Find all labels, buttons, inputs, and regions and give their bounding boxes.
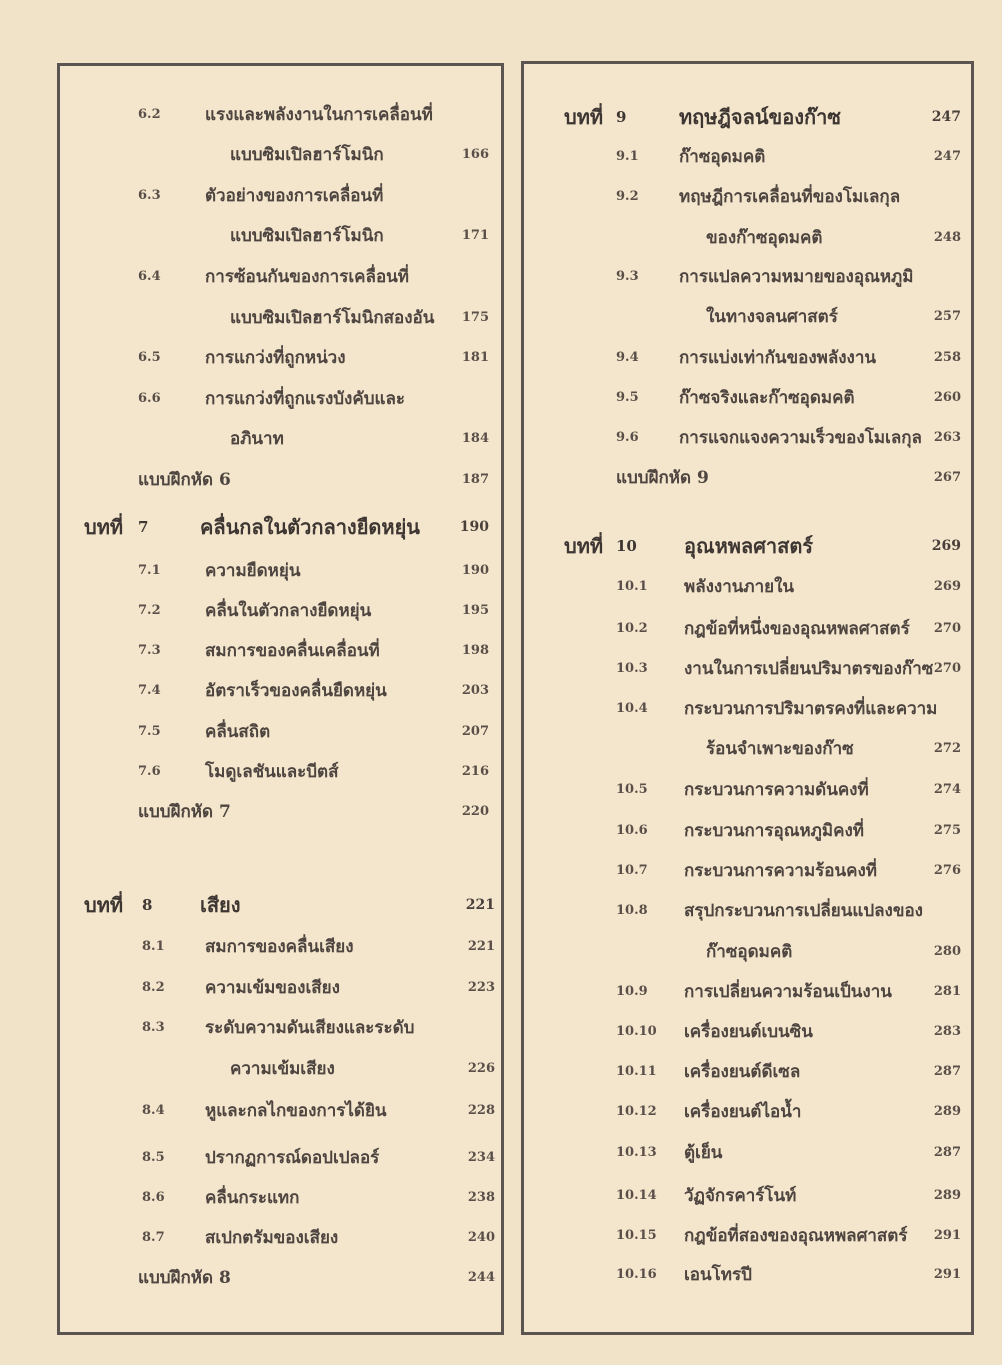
- section-title: แบบซิมเปิลฮาร์โมนิกสองอัน: [230, 308, 435, 328]
- section-title: กฎข้อที่หนึ่งของอุณหพลศาสตร์: [684, 619, 910, 639]
- section-number: 9.5: [616, 390, 639, 405]
- section-number: 9.1: [616, 149, 639, 164]
- page-number: 216: [461, 764, 489, 779]
- chapter-number: 7: [138, 518, 149, 536]
- page-number: 181: [461, 350, 489, 365]
- section-number: 10.3: [616, 661, 648, 676]
- page-number: 272: [933, 741, 961, 756]
- section-number: 9.2: [616, 189, 639, 204]
- chapter-page: 190: [459, 519, 489, 535]
- page-number: 226: [467, 1061, 495, 1076]
- section-title: ตัวอย่างของการเคลื่อนที่: [205, 186, 384, 206]
- section-number: 8.2: [142, 980, 165, 995]
- toc-entry: [524, 423, 971, 453]
- page-number: 276: [933, 863, 961, 878]
- page-number: 223: [467, 980, 495, 995]
- section-number: 10.13: [616, 1145, 657, 1160]
- page-number: 187: [461, 472, 489, 487]
- toc-entry: [524, 142, 971, 172]
- chapter-title: เสียง: [200, 893, 241, 917]
- section-title: กฎข้อที่สองของอุณหพลศาสตร์: [684, 1226, 908, 1246]
- chapter-label: บทที่: [564, 534, 604, 558]
- section-title: พลังงานภายใน: [684, 577, 795, 597]
- toc-entry: [524, 896, 971, 926]
- section-number: 10.10: [616, 1024, 657, 1039]
- section-title: กระบวนการความร้อนคงที่: [684, 861, 877, 881]
- section-number: 8.6: [142, 1190, 165, 1205]
- chapter-page: 247: [931, 109, 961, 125]
- section-number: 8.1: [142, 939, 165, 954]
- section-number: 8.4: [142, 1103, 165, 1118]
- page-number: 257: [933, 309, 961, 324]
- page-number: 171: [461, 228, 489, 243]
- page-number: 287: [933, 1145, 961, 1160]
- toc-entry: [524, 223, 971, 253]
- chapter-heading-8: [60, 890, 501, 920]
- chapter-label: บทที่: [84, 893, 124, 917]
- section-title: ร้อนจำเพาะของก๊าซ: [706, 739, 854, 759]
- page-number: 274: [933, 782, 961, 797]
- chapter-heading-10: [524, 531, 971, 561]
- exercise-title: แบบฝึกหัด 6: [138, 470, 231, 490]
- section-title: วัฏจักรคาร์โนท์: [684, 1186, 797, 1206]
- section-number: 7.1: [138, 563, 161, 578]
- section-title: งานในการเปลี่ยนปริมาตรของก๊าซ: [684, 659, 934, 679]
- section-title: คลื่นในตัวกลางยืดหยุ่น: [205, 601, 372, 621]
- section-number: 10.4: [616, 701, 648, 716]
- section-title: สเปกตรัมของเสียง: [205, 1228, 339, 1248]
- toc-entry: [60, 636, 501, 666]
- toc-entry: [524, 816, 971, 846]
- section-number: 7.3: [138, 643, 161, 658]
- toc-entry: [524, 654, 971, 684]
- section-title: ในทางจลนศาสตร์: [706, 307, 838, 327]
- toc-entry: [60, 932, 501, 962]
- toc-entry: [524, 262, 971, 292]
- page-number: 238: [467, 1190, 495, 1205]
- toc-exercise: [524, 463, 971, 493]
- section-number: 10.6: [616, 823, 648, 838]
- page-number: 267: [933, 470, 961, 485]
- page-number: 248: [933, 230, 961, 245]
- chapter-number: 10: [616, 537, 637, 555]
- section-title: คลื่นสถิต: [205, 722, 271, 742]
- toc-entry: [524, 343, 971, 373]
- section-title: แบบซิมเปิลฮาร์โมนิก: [230, 145, 384, 165]
- toc-exercise: [60, 1263, 501, 1293]
- toc-entry: [524, 572, 971, 602]
- page-number: 207: [461, 724, 489, 739]
- section-title: การซ้อนกันของการเคลื่อนที่: [205, 267, 409, 287]
- exercise-title: แบบฝึกหัด 7: [138, 802, 231, 822]
- toc-entry: [60, 140, 501, 170]
- section-number: 8.3: [142, 1020, 165, 1035]
- section-title: โมดูเลชันและบีตส์: [205, 762, 339, 782]
- section-number: 7.5: [138, 724, 161, 739]
- toc-entry: [60, 262, 501, 292]
- section-number: 6.4: [138, 269, 161, 284]
- page-number: 244: [467, 1270, 495, 1285]
- toc-entry: [524, 1260, 971, 1290]
- toc-entry: [60, 221, 501, 251]
- page-number: 190: [461, 563, 489, 578]
- toc-entry: [524, 383, 971, 413]
- page-number: 281: [933, 984, 961, 999]
- section-title: อัตราเร็วของคลื่นยืดหยุ่น: [205, 681, 387, 701]
- page-number: 270: [933, 621, 961, 636]
- section-number: 10.2: [616, 621, 648, 636]
- section-number: 6.6: [138, 391, 161, 406]
- section-title: ระดับความดันเสียงและระดับ: [205, 1018, 415, 1038]
- page-number: 287: [933, 1064, 961, 1079]
- toc-entry: [60, 343, 501, 373]
- section-title: ก๊าซอุดมคติ: [706, 942, 793, 962]
- page-number: 198: [461, 643, 489, 658]
- section-number: 7.6: [138, 764, 161, 779]
- toc-entry: [60, 1013, 501, 1043]
- toc-entry: [524, 1017, 971, 1047]
- section-number: 10.14: [616, 1188, 657, 1203]
- section-number: 9.4: [616, 350, 639, 365]
- chapter-page: 221: [465, 897, 495, 913]
- section-number: 10.1: [616, 579, 648, 594]
- toc-entry: [60, 556, 501, 586]
- toc-entry: [524, 1181, 971, 1211]
- page-number: 269: [933, 579, 961, 594]
- section-number: 10.7: [616, 863, 648, 878]
- toc-exercise: [60, 465, 501, 495]
- section-title: การแกว่งที่ถูกแรงบังคับและ: [205, 389, 406, 409]
- section-title: เครื่องยนต์เบนซิน: [684, 1022, 813, 1042]
- toc-entry: [60, 676, 501, 706]
- toc-entry: [524, 1097, 971, 1127]
- section-title: กระบวนการปริมาตรคงที่และความ: [684, 699, 938, 719]
- toc-entry: [60, 181, 501, 211]
- section-title: ก๊าซจริงและก๊าซอุดมคติ: [679, 388, 855, 408]
- section-title: สมการของคลื่นเสียง: [205, 937, 354, 957]
- toc-entry: [60, 303, 501, 333]
- section-number: 7.2: [138, 603, 161, 618]
- section-title: ความยืดหยุ่น: [205, 561, 301, 581]
- toc-entry: [524, 1057, 971, 1087]
- section-title: ความเข้มเสียง: [230, 1059, 335, 1079]
- toc-entry: [524, 937, 971, 967]
- chapter-page: 269: [931, 538, 961, 554]
- page-number: 263: [933, 430, 961, 445]
- toc-entry: [60, 1096, 501, 1126]
- section-title: กระบวนการความดันคงที่: [684, 780, 869, 800]
- page-number: 280: [933, 944, 961, 959]
- toc-entry: [60, 973, 501, 1003]
- toc-entry: [60, 100, 501, 130]
- section-title: ตู้เย็น: [684, 1143, 723, 1163]
- toc-entry: [524, 614, 971, 644]
- section-title: การแบ่งเท่ากันของพลังงาน: [679, 348, 877, 368]
- section-number: 10.16: [616, 1267, 657, 1282]
- toc-entry: [524, 856, 971, 886]
- toc-entry: [524, 775, 971, 805]
- page-number: 203: [461, 683, 489, 698]
- exercise-title: แบบฝึกหัด 8: [138, 1268, 231, 1288]
- page-number: 228: [467, 1103, 495, 1118]
- toc-entry: [524, 182, 971, 212]
- page-number: 184: [461, 431, 489, 446]
- chapter-title: ทฤษฎีจลน์ของก๊าซ: [679, 105, 841, 129]
- section-title: ของก๊าซอุดมคติ: [706, 228, 823, 248]
- section-number: 6.3: [138, 188, 161, 203]
- section-title: สรุปกระบวนการเปลี่ยนแปลงของ: [684, 901, 923, 921]
- section-title: การแจกแจงความเร็วของโมเลกุล: [679, 428, 922, 448]
- page-number: 291: [933, 1228, 961, 1243]
- section-title: แรงและพลังงานในการเคลื่อนที่: [205, 105, 433, 125]
- toc-entry: [60, 1223, 501, 1253]
- toc-left-panel: [57, 63, 504, 1335]
- section-number: 6.5: [138, 350, 161, 365]
- toc-exercise: [60, 797, 501, 827]
- page-number: 247: [933, 149, 961, 164]
- toc-entry: [524, 734, 971, 764]
- section-number: 6.2: [138, 107, 161, 122]
- section-title: อภินาท: [230, 429, 284, 449]
- section-title: ความเข้มของเสียง: [205, 978, 340, 998]
- section-title: ก๊าซอุดมคติ: [679, 147, 766, 167]
- section-number: 10.5: [616, 782, 648, 797]
- page-number: 240: [467, 1230, 495, 1245]
- section-title: กระบวนการอุณหภูมิคงที่: [684, 821, 864, 841]
- exercise-title: แบบฝึกหัด 9: [616, 468, 709, 488]
- page-number: 289: [933, 1188, 961, 1203]
- toc-entry: [524, 694, 971, 724]
- section-number: 10.15: [616, 1228, 657, 1243]
- page-number: 283: [933, 1024, 961, 1039]
- section-number: 10.11: [616, 1064, 657, 1079]
- chapter-label: บทที่: [564, 105, 604, 129]
- section-title: หูและกลไกของการได้ยิน: [205, 1101, 387, 1121]
- toc-entry: [524, 302, 971, 332]
- page-number: 291: [933, 1267, 961, 1282]
- section-title: ทฤษฎีการเคลื่อนที่ของโมเลกุล: [679, 187, 901, 207]
- section-number: 7.4: [138, 683, 161, 698]
- section-title: การแกว่งที่ถูกหน่วง: [205, 348, 346, 368]
- section-title: สมการของคลื่นเคลื่อนที่: [205, 641, 380, 661]
- page-number: 270: [933, 661, 961, 676]
- chapter-heading-7: [60, 512, 501, 542]
- toc-entry: [60, 1054, 501, 1084]
- toc-entry: [524, 1138, 971, 1168]
- chapter-title: อุณหพลศาสตร์: [684, 534, 814, 558]
- toc-entry: [60, 757, 501, 787]
- chapter-title: คลื่นกลในตัวกลางยืดหยุ่น: [200, 515, 420, 539]
- section-number: 10.12: [616, 1104, 657, 1119]
- page-number: 220: [461, 804, 489, 819]
- section-title: การแปลความหมายของอุณหภูมิ: [679, 267, 914, 287]
- section-number: 9.6: [616, 430, 639, 445]
- toc-entry: [60, 424, 501, 454]
- section-title: เครื่องยนต์ไอน้ำ: [684, 1102, 802, 1122]
- page-number: 234: [467, 1150, 495, 1165]
- toc-right-panel: [521, 61, 974, 1335]
- page-number: 166: [461, 147, 489, 162]
- section-title: เครื่องยนต์ดีเซล: [684, 1062, 801, 1082]
- section-title: คลื่นกระแทก: [205, 1188, 300, 1208]
- page-number: 275: [933, 823, 961, 838]
- section-title: การเปลี่ยนความร้อนเป็นงาน: [684, 982, 892, 1002]
- chapter-number: 9: [616, 108, 627, 126]
- section-number: 10.8: [616, 903, 648, 918]
- page-number: 258: [933, 350, 961, 365]
- toc-entry: [60, 596, 501, 626]
- page-number: 260: [933, 390, 961, 405]
- toc-entry: [524, 977, 971, 1007]
- toc-entry: [60, 1183, 501, 1213]
- toc-entry: [60, 384, 501, 414]
- section-title: เอนโทรปี: [684, 1265, 752, 1285]
- chapter-label: บทที่: [84, 515, 124, 539]
- toc-entry: [60, 1143, 501, 1173]
- section-title: ปรากฏการณ์ดอปเปลอร์: [205, 1148, 380, 1168]
- page-number: 221: [467, 939, 495, 954]
- toc-entry: [60, 717, 501, 747]
- chapter-number: 8: [142, 896, 153, 914]
- page-number: 195: [461, 603, 489, 618]
- chapter-heading-9: [524, 102, 971, 132]
- toc-entry: [524, 1221, 971, 1251]
- section-title: แบบซิมเปิลฮาร์โมนิก: [230, 226, 384, 246]
- page-number: 289: [933, 1104, 961, 1119]
- section-number: 8.5: [142, 1150, 165, 1165]
- section-number: 10.9: [616, 984, 648, 999]
- section-number: 8.7: [142, 1230, 165, 1245]
- section-number: 9.3: [616, 269, 639, 284]
- page-number: 175: [461, 310, 489, 325]
